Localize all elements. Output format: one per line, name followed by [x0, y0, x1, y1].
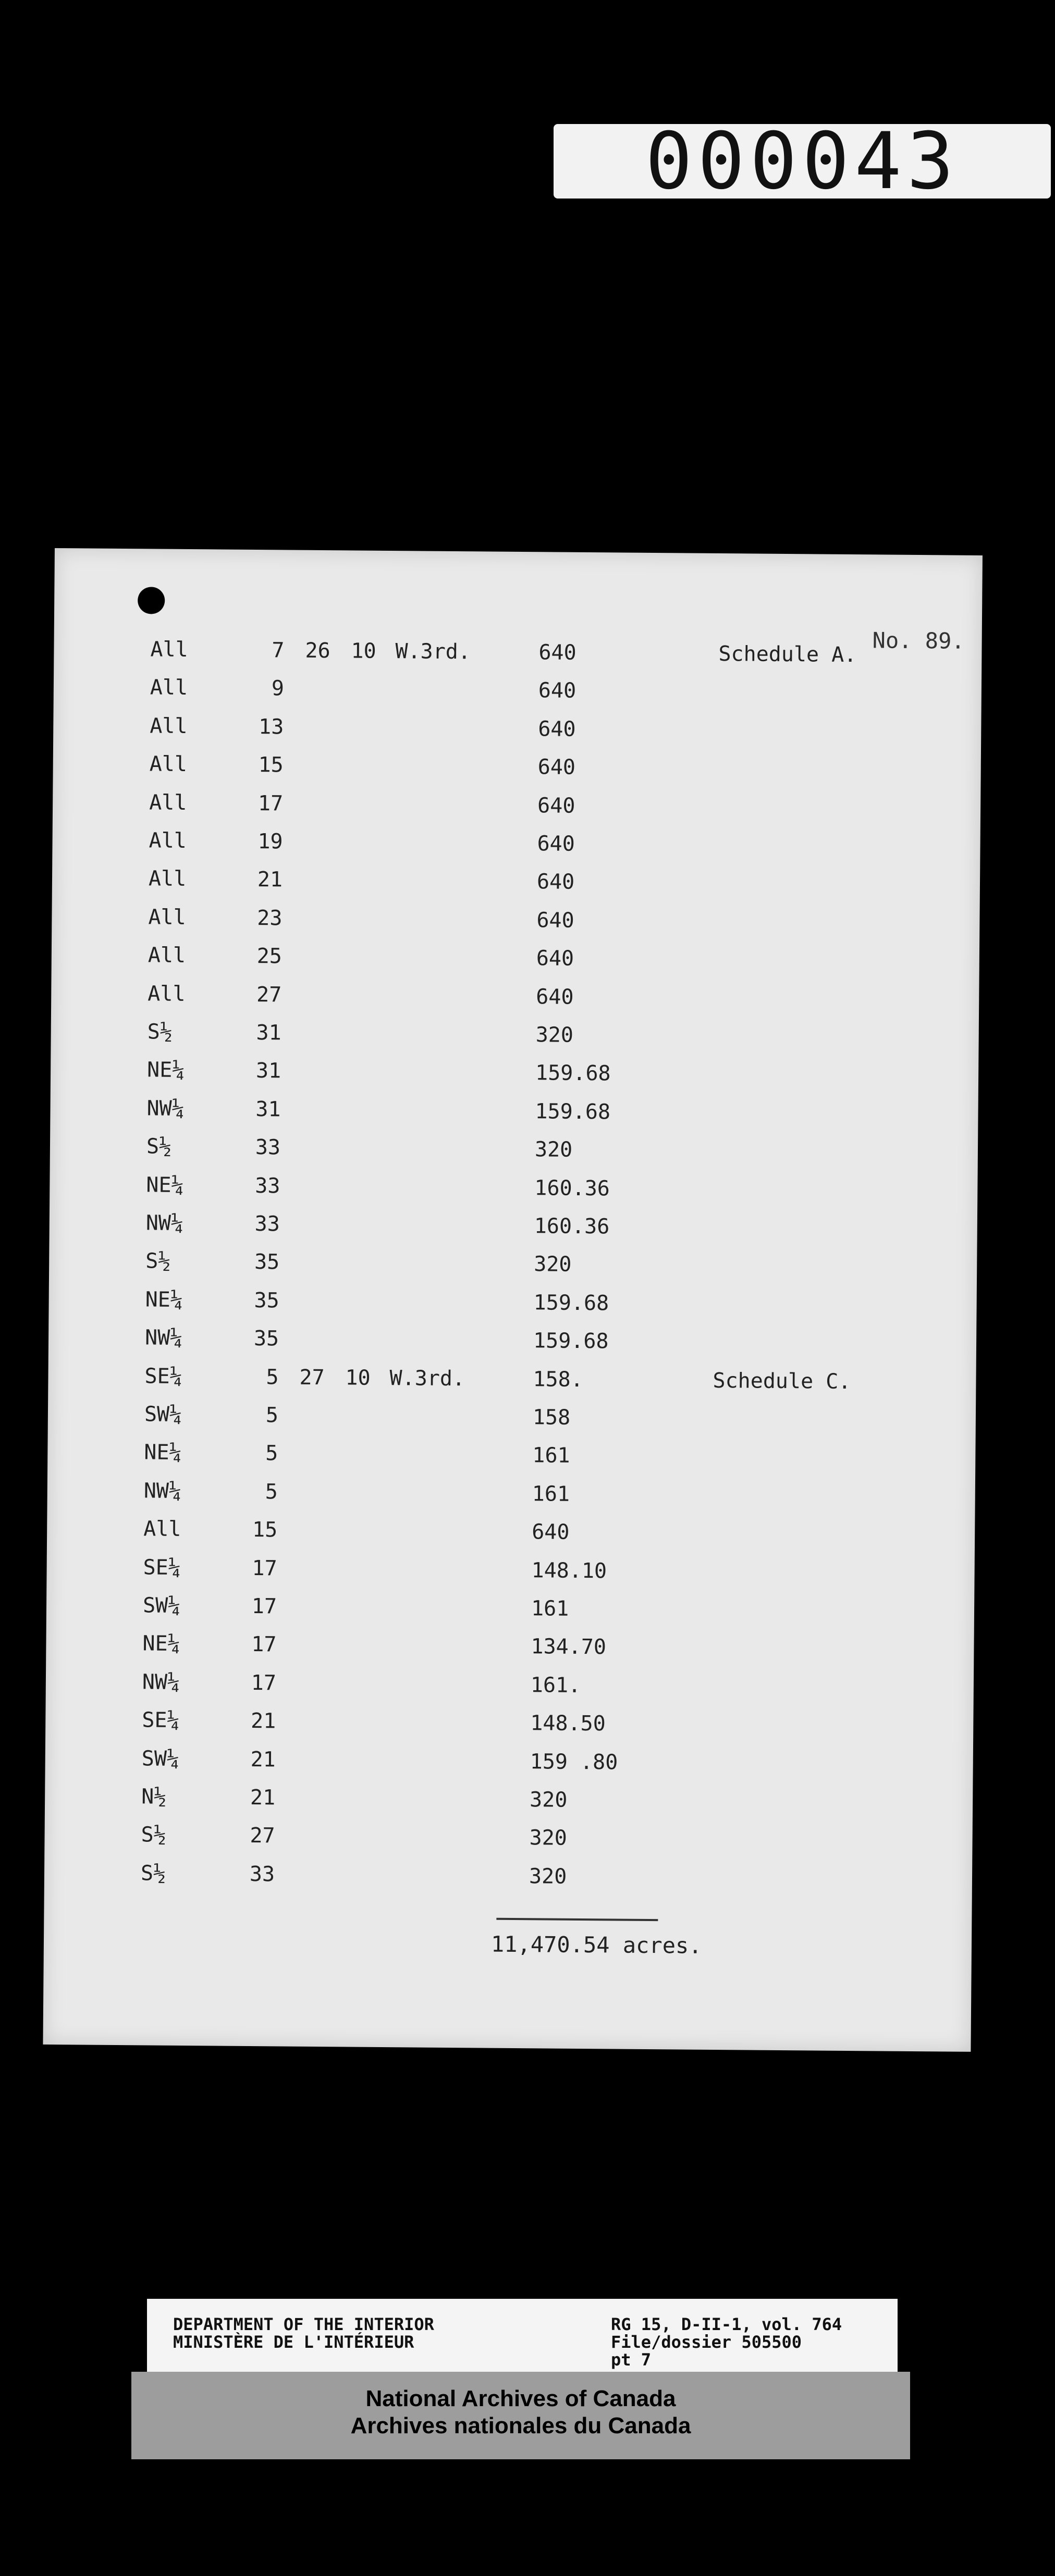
table-row [45, 1784, 973, 1829]
cell-part: All [148, 943, 186, 968]
table-row [49, 1248, 977, 1294]
cell-acres: 640 [538, 717, 576, 741]
cell-sec: 27 [250, 1824, 275, 1848]
cell-sec: 5 [265, 1441, 278, 1466]
cell-acres: 158 [532, 1405, 571, 1430]
table-row [48, 1402, 976, 1447]
cell-sec: 5 [266, 1365, 279, 1390]
cell-acres: 640 [537, 755, 576, 780]
cell-sec: 5 [265, 1403, 279, 1428]
cell-schedule: Schedule A. [718, 642, 857, 667]
table-row [53, 790, 981, 835]
table-row [53, 751, 981, 797]
cell-acres: 640 [536, 946, 574, 971]
cell-acres: 148.50 [530, 1711, 606, 1736]
total-rule [496, 1918, 658, 1921]
table-row [46, 1593, 975, 1638]
table-row [46, 1631, 974, 1676]
table-row [44, 1822, 973, 1867]
archive-reference-label [147, 2299, 898, 2372]
punch-hole [138, 587, 165, 614]
cell-acres: 159 .80 [530, 1749, 618, 1775]
frame-counter: 000043 [554, 124, 1051, 199]
cell-schedule: Schedule C. [713, 1368, 851, 1394]
cell-part: All [148, 905, 186, 930]
cell-part: NE¼ [142, 1631, 180, 1656]
cell-sec: 21 [250, 1709, 276, 1733]
table-row [51, 1019, 979, 1064]
cell-acres: 159.68 [533, 1291, 609, 1316]
cell-acres: 134.70 [531, 1634, 607, 1659]
cell-acres: 640 [538, 678, 576, 703]
cell-sec: 33 [249, 1862, 275, 1887]
cell-rge: 10 [351, 639, 376, 663]
archives-name-fr: Archives nationales du Canada [350, 2413, 691, 2438]
table-row [46, 1555, 975, 1600]
archives-name-en: National Archives of Canada [365, 2386, 676, 2411]
cell-sec: 35 [254, 1250, 280, 1274]
cell-part: NW¼ [146, 1096, 185, 1121]
record-group: RG 15, D-II-1, vol. 764 [611, 2314, 842, 2334]
cell-acres: 161 [532, 1482, 570, 1506]
cell-acres: 320 [535, 1023, 574, 1047]
cell-mer: W.3rd. [389, 1366, 465, 1391]
cell-acres: 161 [531, 1596, 569, 1621]
cell-part: S½ [147, 1020, 173, 1044]
cell-acres: 640 [538, 640, 576, 665]
department-fr: MINISTÈRE DE L'INTÉRIEUR [173, 2332, 414, 2352]
cell-sec: 5 [265, 1480, 278, 1504]
table-row [50, 1172, 978, 1218]
table-row [48, 1364, 976, 1409]
cell-part: SW¼ [142, 1593, 181, 1618]
table-row [46, 1669, 974, 1715]
cell-acres: 160.36 [534, 1214, 610, 1239]
cell-sec: 13 [258, 714, 284, 739]
archives-banner [131, 2372, 910, 2459]
cell-sec: 33 [254, 1212, 280, 1236]
cell-acres: 320 [534, 1137, 573, 1162]
cell-acres: 161. [530, 1673, 581, 1698]
cell-part: SW¼ [141, 1746, 180, 1771]
table-row [54, 675, 982, 720]
cell-twp: 26 [305, 638, 330, 663]
cell-rge: 10 [345, 1366, 371, 1390]
cell-mer: W.3rd. [395, 639, 471, 664]
cell-sec: 35 [254, 1288, 279, 1313]
cell-acres: 160.36 [534, 1175, 610, 1200]
cell-sec: 15 [258, 753, 284, 777]
cell-sec: 21 [250, 1747, 276, 1772]
cell-acres: 640 [537, 793, 575, 818]
cell-sec: 31 [255, 1059, 281, 1083]
cell-part: All [150, 637, 188, 662]
cell-part: All [149, 752, 188, 777]
cell-part: NW¼ [144, 1326, 183, 1351]
cell-sec: 9 [271, 676, 285, 701]
cell-acres: 640 [536, 984, 574, 1009]
department-en: DEPARTMENT OF THE INTERIOR [173, 2314, 434, 2334]
cell-part: N½ [141, 1785, 167, 1809]
cell-acres: 159.68 [535, 1099, 611, 1124]
table-row [47, 1478, 975, 1524]
cell-sec: 21 [250, 1786, 276, 1810]
cell-sec: 31 [256, 1021, 281, 1045]
cell-acres: 320 [529, 1788, 568, 1812]
cell-sec: 33 [255, 1173, 280, 1198]
total-acres: 11,470.54 acres. [490, 1931, 702, 1959]
cell-part: S½ [140, 1861, 166, 1886]
table-row [48, 1325, 977, 1370]
cell-sec: 17 [251, 1632, 277, 1657]
cell-part: S½ [146, 1134, 172, 1159]
table-row [45, 1746, 973, 1791]
cell-sec: 7 [272, 638, 285, 663]
cell-acres: 320 [534, 1252, 572, 1277]
cell-part: All [148, 982, 186, 1006]
cell-acres: 640 [536, 870, 575, 895]
cell-acres: 159.68 [535, 1061, 611, 1086]
cell-part: NE¼ [145, 1287, 183, 1312]
table-row [51, 981, 979, 1026]
table-row [54, 637, 982, 682]
table-row [44, 1861, 973, 1906]
cell-acres: 159.68 [533, 1329, 609, 1354]
cell-sec: 19 [257, 829, 283, 854]
table-row [48, 1287, 977, 1332]
table-row [52, 828, 980, 873]
cell-part: NE¼ [146, 1173, 184, 1197]
table-row [45, 1707, 974, 1753]
cell-part: NW¼ [145, 1211, 184, 1235]
table-row [52, 866, 980, 911]
table-row [47, 1516, 975, 1562]
cell-part: NE¼ [144, 1440, 182, 1465]
table-row [47, 1440, 976, 1485]
cell-part: NW¼ [142, 1670, 180, 1694]
cell-acres: 320 [529, 1864, 567, 1889]
cell-acres: 320 [529, 1826, 568, 1851]
cell-sec: 31 [255, 1097, 281, 1122]
table-row [50, 1096, 978, 1141]
table-row [49, 1210, 977, 1256]
cell-sec: 27 [256, 982, 282, 1007]
table-row [52, 905, 980, 950]
cell-part: SE¼ [143, 1555, 181, 1580]
cell-sec: 35 [253, 1327, 279, 1351]
cell-twp: 27 [299, 1365, 325, 1390]
document-number: No. 89. [872, 627, 965, 654]
cell-part: All [149, 790, 187, 815]
table-row [53, 713, 982, 759]
table-row [51, 943, 979, 988]
cell-acres: 148.10 [531, 1558, 607, 1583]
cell-part: All [148, 866, 187, 891]
cell-acres: 161 [532, 1443, 570, 1468]
cell-sec: 21 [257, 868, 283, 892]
cell-sec: 25 [256, 944, 283, 969]
cell-part: All [150, 675, 188, 700]
cell-part: SE¼ [144, 1364, 182, 1389]
cell-part: SE¼ [142, 1708, 180, 1733]
document-page [43, 548, 983, 2052]
table-row [51, 1057, 979, 1103]
cell-sec: 17 [252, 1556, 277, 1581]
cell-part: All [143, 1517, 181, 1542]
cell-part: S½ [145, 1249, 171, 1274]
cell-sec: 33 [255, 1135, 281, 1160]
cell-part: NW¼ [143, 1479, 182, 1503]
cell-sec: 17 [251, 1594, 277, 1619]
cell-acres: 640 [537, 832, 575, 856]
cell-sec: 17 [251, 1670, 277, 1695]
file-number: File/dossier 505500 [611, 2332, 802, 2352]
cell-acres: 640 [532, 1520, 570, 1545]
cell-part: All [150, 714, 188, 738]
cell-part: S½ [141, 1823, 166, 1848]
table-row [50, 1134, 978, 1179]
cell-sec: 15 [252, 1518, 278, 1542]
cell-part: NE¼ [146, 1058, 185, 1083]
cell-sec: 23 [257, 906, 283, 931]
cell-part: SW¼ [144, 1402, 182, 1427]
cell-sec: 17 [257, 791, 284, 816]
part-number: pt 7 [611, 2350, 652, 2370]
cell-part: All [149, 828, 187, 853]
cell-acres: 640 [536, 908, 574, 933]
cell-acres: 158. [533, 1367, 584, 1392]
